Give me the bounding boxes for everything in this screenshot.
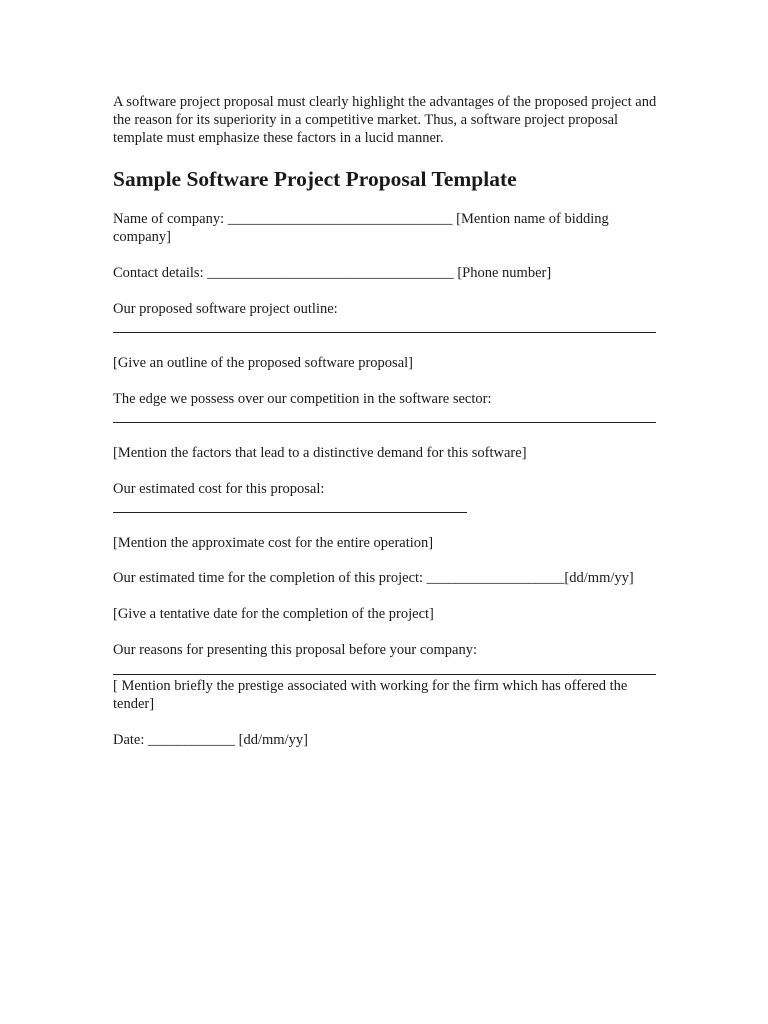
estimated-cost-hint: [Mention the approximate cost for the entire operation] [113,535,434,551]
company-name-field: Name of company: _______________________________ [Mention name of bidding company] [113,211,609,245]
estimated-cost-blank-line [113,512,467,513]
estimated-cost-label: Our estimated cost for this proposal: [113,481,325,497]
project-outline-hint: [Give an outline of the proposed software proposal] [113,355,413,371]
reasons-hint: [ Mention briefly the prestige associated with working for the firm which has offered the tender] [113,678,628,712]
document-page [113,93,658,748]
estimated-time-hint: [Give a tentative date for the completion of the project] [113,606,434,622]
competitive-edge-hint: [Mention the factors that lead to a distinctive demand for this software] [113,445,527,461]
reasons-blank-line [113,674,656,675]
estimated-time-field: Our estimated time for the completion of this project: ___________________[dd/mm/yy] [113,570,634,586]
date-field: Date: ____________ [dd/mm/yy] [113,732,308,748]
competitive-edge-blank-line [113,422,656,423]
competitive-edge-label: The edge we possess over our competition in the software sector: [113,391,492,407]
project-outline-blank-line [113,332,656,333]
project-outline-label: Our proposed software project outline: [113,301,338,317]
document-title: Sample Software Project Proposal Template [113,167,517,191]
reasons-label: Our reasons for presenting this proposal before your company: [113,642,478,658]
contact-details-field: Contact details: __________________________________ [Phone number] [113,265,552,281]
intro-paragraph: A software project proposal must clearly highlight the advantages of the proposed project and the reason for its superiority in a competitive market. Thus, a software project proposal template must emphasize these factors in a lucid manner. [113,94,657,146]
